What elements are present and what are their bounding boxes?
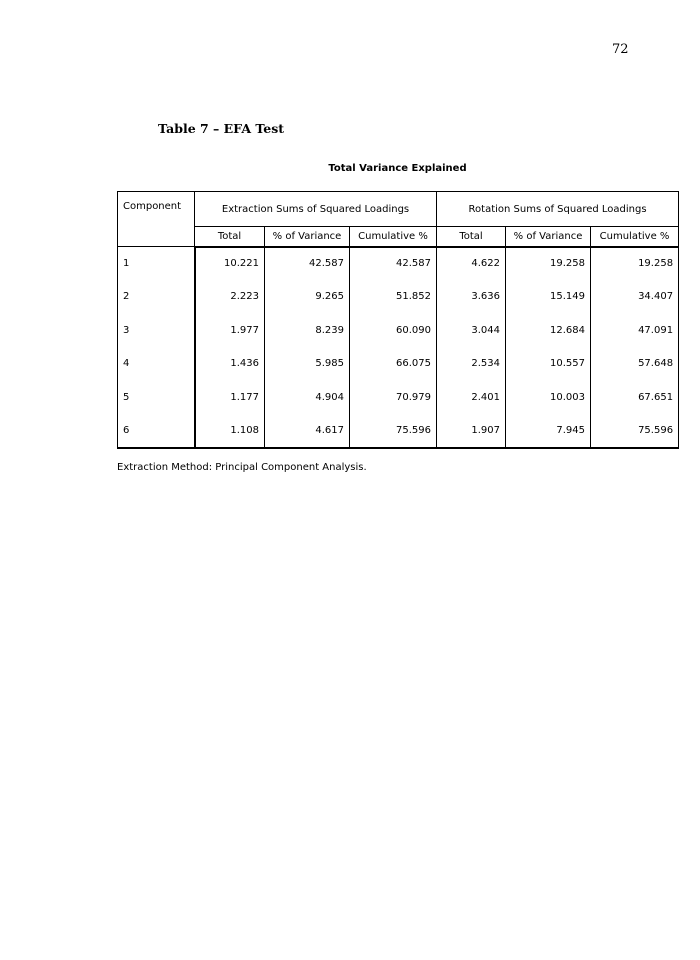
col-header-rotation-cumulative: Cumulative % [591,227,679,247]
value-cell: 67.651 [591,381,679,415]
value-cell: 2.223 [195,280,265,314]
component-cell: 5 [118,381,195,415]
value-cell: 5.985 [265,347,350,381]
table-caption: Table 7 – EFA Test [158,121,285,136]
table-footnote: Extraction Method: Principal Component Analysis. [117,462,367,473]
variance-table [117,191,679,449]
value-cell: 42.587 [265,247,350,281]
page-number: 72 [612,42,629,57]
component-cell: 2 [118,280,195,314]
table-title: Total Variance Explained [328,163,467,174]
value-cell: 10.557 [506,347,591,381]
value-cell: 7.945 [506,414,591,448]
value-cell: 19.258 [591,247,679,281]
value-cell: 10.221 [195,247,265,281]
value-cell: 2.401 [437,381,506,415]
component-header: Component [118,192,195,247]
table-row [118,247,679,281]
value-cell: 51.852 [350,280,437,314]
component-cell: 4 [118,347,195,381]
value-cell: 15.149 [506,280,591,314]
table-row [118,314,679,348]
value-cell: 10.003 [506,381,591,415]
value-cell: 34.407 [591,280,679,314]
value-cell: 4.622 [437,247,506,281]
value-cell: 70.979 [350,381,437,415]
component-cell: 6 [118,414,195,448]
value-cell: 42.587 [350,247,437,281]
component-cell: 3 [118,314,195,348]
table-row [118,381,679,415]
value-cell: 19.258 [506,247,591,281]
col-header-rotation-variance: % of Variance [506,227,591,247]
value-cell: 1.177 [195,381,265,415]
col-header-extraction-total: Total [195,227,265,247]
extraction-group-header: Extraction Sums of Squared Loadings [195,192,437,227]
value-cell: 1.977 [195,314,265,348]
value-cell: 4.617 [265,414,350,448]
value-cell: 57.648 [591,347,679,381]
value-cell: 47.091 [591,314,679,348]
value-cell: 4.904 [265,381,350,415]
value-cell: 3.044 [437,314,506,348]
col-header-rotation-total: Total [437,227,506,247]
value-cell: 3.636 [437,280,506,314]
value-cell: 9.265 [265,280,350,314]
value-cell: 75.596 [591,414,679,448]
value-cell: 66.075 [350,347,437,381]
component-cell: 1 [118,247,195,281]
rotation-group-header: Rotation Sums of Squared Loadings [437,192,679,227]
table-row [118,280,679,314]
value-cell: 60.090 [350,314,437,348]
value-cell: 75.596 [350,414,437,448]
value-cell: 12.684 [506,314,591,348]
table-row [118,347,679,381]
col-header-extraction-cumulative: Cumulative % [350,227,437,247]
col-header-extraction-variance: % of Variance [265,227,350,247]
value-cell: 2.534 [437,347,506,381]
table-row [118,414,679,448]
value-cell: 1.436 [195,347,265,381]
value-cell: 8.239 [265,314,350,348]
value-cell: 1.108 [195,414,265,448]
value-cell: 1.907 [437,414,506,448]
